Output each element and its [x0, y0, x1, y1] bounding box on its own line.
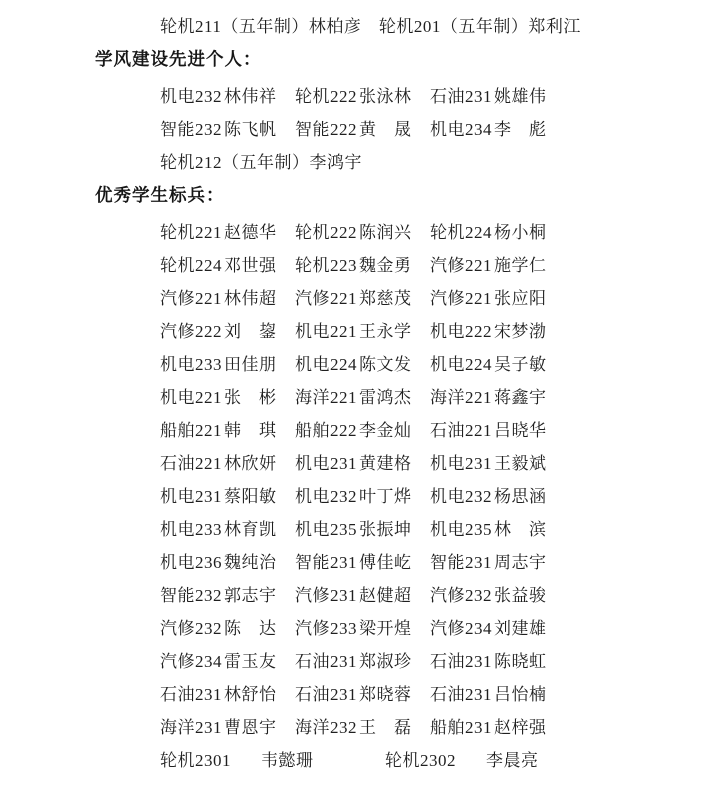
student-name: 吕怡楠	[494, 685, 547, 704]
class-label: 机电231	[160, 487, 222, 506]
class-label: 海洋231	[160, 718, 222, 737]
student-name: 李晨亮	[486, 751, 539, 770]
class-label: 机电233	[160, 520, 222, 539]
class-label: 石油221	[430, 421, 492, 440]
student-name: 林育凯	[224, 520, 277, 539]
class-label: 汽修232	[430, 586, 492, 605]
class-label: 石油221	[160, 454, 222, 473]
class-label: 汽修221	[295, 289, 357, 308]
student-name: 张 彬	[224, 388, 277, 407]
student-name: 邓世强	[224, 256, 277, 275]
class-label: 汽修222	[160, 322, 222, 341]
class-label: 石油231	[430, 685, 492, 704]
student-name: 韩 琪	[224, 421, 277, 440]
student-row	[160, 80, 690, 113]
student-name: 林欣妍	[224, 454, 277, 473]
class-label: 智能232	[160, 120, 222, 139]
class-label: 船舶222	[295, 421, 357, 440]
class-label: 机电233	[160, 355, 222, 374]
class-label: 汽修232	[160, 619, 222, 638]
class-label: 机电234	[430, 120, 492, 139]
student-name: 雷玉友	[224, 652, 277, 671]
student-name: 林 滨	[494, 520, 547, 539]
student-name: 魏金勇	[359, 256, 412, 275]
sections-container	[95, 43, 690, 777]
student-name: 蒋鑫宇	[494, 388, 547, 407]
student-name: 张应阳	[494, 289, 547, 308]
student-name: 陈晓虹	[494, 652, 547, 671]
student-row	[160, 612, 690, 645]
class-label: 轮机2302	[385, 751, 456, 770]
award-line: 轮机211（五年制）林柏彦 轮机201（五年制）郑利江	[160, 17, 581, 36]
student-name: 陈文发	[359, 355, 412, 374]
student-name: 王毅斌	[494, 454, 547, 473]
student-name: 林伟祥	[224, 87, 277, 106]
class-label: 汽修233	[295, 619, 357, 638]
student-name: 赵德华	[224, 223, 277, 242]
student-name: 李 彪	[494, 120, 547, 139]
class-label: 海洋221	[430, 388, 492, 407]
student-row	[160, 711, 690, 744]
student-name: 雷鸿杰	[359, 388, 412, 407]
class-label: 机电221	[295, 322, 357, 341]
section-heading: 优秀学生标兵：	[95, 185, 225, 205]
class-label: 汽修234	[160, 652, 222, 671]
class-label: 汽修231	[295, 586, 357, 605]
class-label: 轮机222	[295, 87, 357, 106]
class-label: 机电235	[295, 520, 357, 539]
class-label: 智能232	[160, 586, 222, 605]
class-label: 轮机224	[430, 223, 492, 242]
student-row	[160, 113, 690, 146]
student-name: 王 磊	[359, 718, 412, 737]
student-row	[160, 414, 690, 447]
student-row	[160, 579, 690, 612]
student-name: 刘 鋆	[224, 322, 277, 341]
student-row	[160, 249, 690, 282]
student-name: 陈飞帆	[224, 120, 277, 139]
class-label: 机电236	[160, 553, 222, 572]
class-label: 轮机224	[160, 256, 222, 275]
class-label: 机电235	[430, 520, 492, 539]
class-label: 船舶231	[430, 718, 492, 737]
student-name: 王永学	[359, 322, 412, 341]
class-label: 机电232	[160, 87, 222, 106]
class-label: 石油231	[160, 685, 222, 704]
student-name: 宋梦渤	[494, 322, 547, 341]
class-label: 船舶221	[160, 421, 222, 440]
class-label: 石油231	[430, 87, 492, 106]
class-label: 机电232	[295, 487, 357, 506]
student-name: 田佳朋	[224, 355, 277, 374]
student-name: 张益骏	[494, 586, 547, 605]
student-row	[160, 546, 690, 579]
student-name: 陈润兴	[359, 223, 412, 242]
student-name: 郑淑珍	[359, 652, 412, 671]
student-name: 傅佳屹	[359, 553, 412, 572]
student-name: 刘建雄	[494, 619, 547, 638]
student-name: 陈 达	[224, 619, 277, 638]
class-label: 机电231	[430, 454, 492, 473]
student-name: 蔡阳敏	[224, 487, 277, 506]
student-name: 韦懿珊	[261, 751, 314, 770]
class-label: 汽修234	[430, 619, 492, 638]
class-label: 石油231	[295, 685, 357, 704]
student-name: 郭志宇	[224, 586, 277, 605]
student-row	[160, 282, 690, 315]
student-name: 魏纯治	[224, 553, 277, 572]
class-label: 石油231	[430, 652, 492, 671]
student-name: 杨小桐	[494, 223, 547, 242]
student-name: 杨思涵	[494, 487, 547, 506]
student-row	[160, 447, 690, 480]
class-label: 轮机221	[160, 223, 222, 242]
class-label: 智能222	[295, 120, 357, 139]
class-label: 机电221	[160, 388, 222, 407]
section-heading: 学风建设先进个人：	[95, 49, 262, 69]
class-label: 汽修221	[430, 289, 492, 308]
student-name: 吴子敏	[494, 355, 547, 374]
class-label: 机电222	[430, 322, 492, 341]
student-row	[160, 513, 690, 546]
student-name: 叶丁烨	[359, 487, 412, 506]
student-name: 赵健超	[359, 586, 412, 605]
award-line: 轮机212（五年制）李鸿宇	[160, 153, 362, 172]
class-label: 石油231	[295, 652, 357, 671]
student-row	[160, 678, 690, 711]
student-name: 郑慈茂	[359, 289, 412, 308]
student-row	[160, 381, 690, 414]
student-row	[160, 216, 690, 249]
student-row	[160, 480, 690, 513]
student-name: 梁开煌	[359, 619, 412, 638]
class-label: 海洋232	[295, 718, 357, 737]
class-label: 轮机2301	[160, 751, 231, 770]
class-label: 智能231	[430, 553, 492, 572]
student-name: 周志宇	[494, 553, 547, 572]
class-label: 汽修221	[430, 256, 492, 275]
student-name: 黄建格	[359, 454, 412, 473]
class-label: 机电224	[295, 355, 357, 374]
student-name: 林舒怡	[224, 685, 277, 704]
student-row	[160, 645, 690, 678]
class-label: 机电231	[295, 454, 357, 473]
student-name: 郑晓蓉	[359, 685, 412, 704]
class-label: 海洋221	[295, 388, 357, 407]
student-name: 吕晓华	[494, 421, 547, 440]
student-row	[160, 315, 690, 348]
student-row	[160, 744, 690, 777]
class-label: 智能231	[295, 553, 357, 572]
student-name: 张振坤	[359, 520, 412, 539]
class-label: 汽修221	[160, 289, 222, 308]
student-name: 林伟超	[224, 289, 277, 308]
student-name: 李金灿	[359, 421, 412, 440]
class-label: 机电224	[430, 355, 492, 374]
student-row	[160, 348, 690, 381]
student-name: 姚雄伟	[494, 87, 547, 106]
class-label: 机电232	[430, 487, 492, 506]
student-name: 施学仁	[494, 256, 547, 275]
student-name: 曹恩宇	[224, 718, 277, 737]
class-label: 轮机223	[295, 256, 357, 275]
student-name: 张泳林	[359, 87, 412, 106]
student-name: 赵梓强	[494, 718, 547, 737]
student-name: 黄 晟	[359, 120, 412, 139]
class-label: 轮机222	[295, 223, 357, 242]
